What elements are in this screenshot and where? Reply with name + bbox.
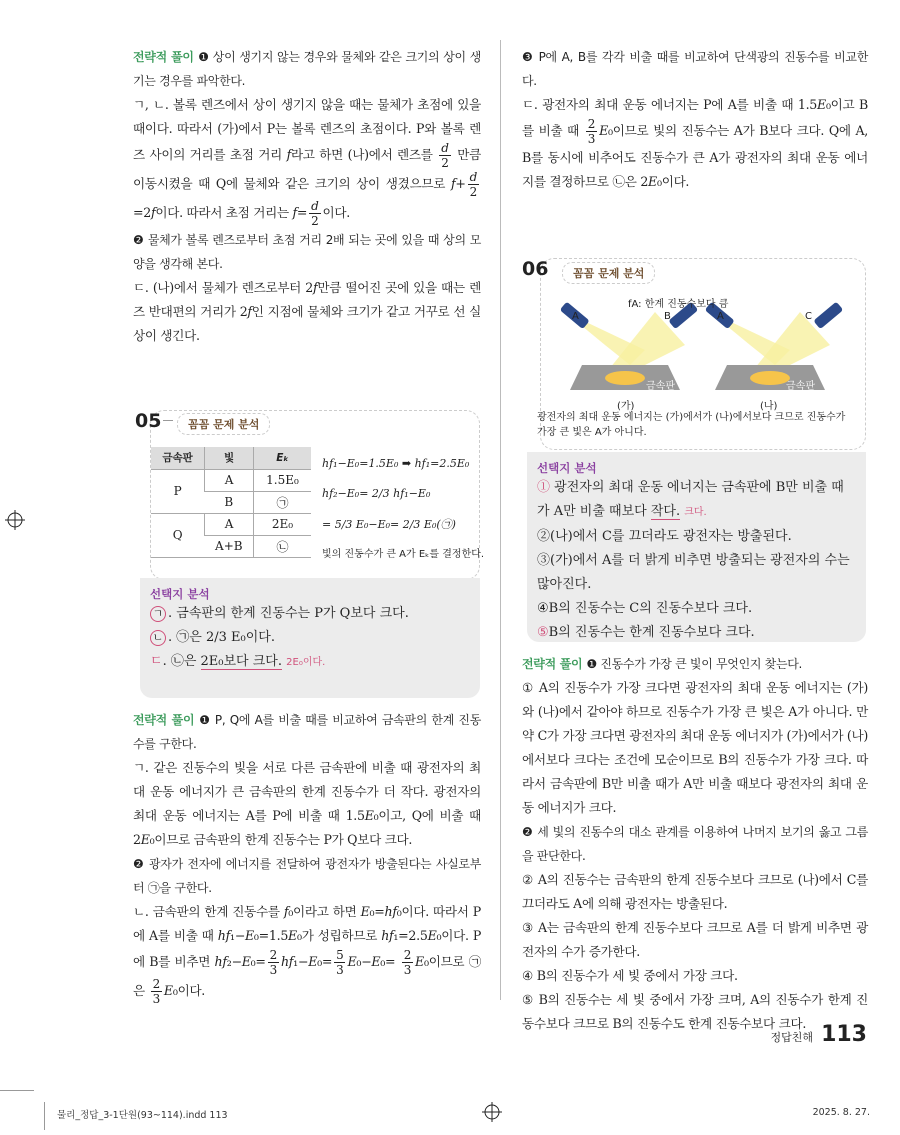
choice-mark: ② (537, 529, 551, 544)
text: ㄷ. (나)에서 물체가 렌즈로부터 2 (133, 280, 314, 295)
annotation: 빛의 진동수가 큰 A가 Eₖ를 결정한다. (322, 549, 485, 560)
fraction (402, 948, 413, 977)
frac-part: 3 (152, 992, 160, 1006)
text: ₀이다. (656, 174, 690, 189)
math-var: f (313, 280, 318, 295)
text: ₀이므로 ㉠은 (133, 954, 481, 998)
math-var: E (347, 954, 357, 969)
math-var: E (245, 928, 254, 943)
fraction (151, 977, 162, 1006)
question-number: 05 (135, 410, 162, 432)
text: ⑤ B의 진동수는 세 빛 중에서 가장 크며, A의 진동수가 한계 진동수보다 크므로 B의 진동수도 한계 진동수보다 크다. (522, 992, 868, 1031)
choice (150, 602, 470, 626)
math-var: E (288, 928, 297, 943)
paragraph (522, 916, 868, 964)
frac-part: 2 (311, 214, 319, 228)
left-solution-1 (133, 45, 481, 348)
text: 만큼 이동시켰을 때 Q에 물체와 같은 크기의 상이 생겼으므로 (133, 147, 481, 191)
paragraph (522, 45, 868, 93)
text: ㄱ. 같은 진동수의 빛을 서로 다른 금속판에 비출 때 광전자의 최대 운동 에너지가 큰 금속판의 한계 진동수가 더 작다. 광전자의 최대 운동 에너지는 A를 P에 비출 때 1.5 (133, 760, 481, 823)
paragraph (522, 652, 868, 676)
flashlight-icon (813, 302, 843, 330)
td: 2E₀ (253, 513, 311, 535)
frac-part: 2 (469, 185, 477, 199)
frac-part: 3 (587, 132, 596, 146)
text: =2 (133, 205, 151, 220)
right-solution-1 (522, 45, 868, 194)
frac-part: d (441, 141, 449, 155)
text: ₀= (369, 904, 385, 919)
math-var: f (247, 304, 252, 319)
th: 금속판 (151, 447, 205, 469)
arrow-line (163, 420, 173, 421)
text: 이다. (322, 205, 350, 220)
text: ₁− (229, 928, 245, 943)
rich (133, 708, 481, 1006)
annotation: hf₁−E₀=1.5E₀ ➡ hf₁=2.5E₀ (322, 457, 470, 470)
td: ㉡ (253, 535, 311, 557)
fraction (268, 948, 279, 977)
fig-label: C (805, 311, 812, 322)
math-var: E (360, 904, 370, 919)
text: ₀이고 B를 비출 때 (522, 97, 868, 138)
crop-mark (44, 1102, 45, 1130)
choice (150, 626, 470, 650)
text: 라고 하면 (나)에서 렌즈를 (290, 147, 438, 162)
fig-label: A (717, 311, 724, 322)
registration-mark-icon (5, 510, 25, 530)
math-var: E (415, 954, 424, 969)
text: ① A의 진동수가 가장 크다면 광전자의 최대 운동 에너지는 (가)와 (나)에서 같아야 하므로 진동수가 가장 큰 빛은 A가 아니다. 만약 C가 가장 크다면 광전자의 최대 운동 에너지가 (가)에서가 (나)에서보다 크다는 조건에 모순이므로 B의 진동수가 가장 크다. 따라서 금속판에 B만 비출 때가 A만 비출 때보다 광전자의 최대 운동 에너지가 크다. (522, 680, 868, 815)
choice (537, 549, 856, 597)
math-var: E (241, 954, 251, 969)
text: ₀이다. 따라서 P에 A를 비출 때 (133, 904, 481, 943)
frac-part: 2 (441, 156, 449, 170)
figure-note: fA: 한계 진동수보다 큼 (628, 299, 729, 310)
math-var: hf (384, 904, 397, 919)
paragraph (133, 708, 481, 756)
analysis-tag: 꼼꼼 문제 분석 (177, 413, 270, 435)
td: Q (151, 513, 205, 557)
strategy-label: 전략적 풀이 (522, 657, 583, 671)
choice-text: (가)에서 A를 더 밝게 비추면 방출되는 광전자의 수는 많아진다. (537, 553, 850, 592)
paragraph (133, 852, 481, 900)
choice (537, 621, 856, 645)
text: ₀가 성립하므로 (296, 928, 382, 943)
math-var: E (427, 928, 437, 943)
text: ₂− (226, 954, 242, 969)
choice (537, 597, 856, 621)
text: ₁− (293, 954, 309, 969)
fraction (334, 948, 345, 977)
step-heading: ❶ P, Q에 A를 비출 때를 비교하여 금속판의 한계 진동수를 구한다. (133, 713, 481, 751)
th: 빛 (205, 447, 254, 469)
fraction (586, 117, 597, 146)
rich (522, 45, 868, 194)
text: ₀이고, Q에 비출 때 2 (133, 808, 481, 847)
step-heading: ❷ 세 빛의 진동수의 대소 관계를 이용하여 나머지 보기의 옳고 그름을 판단한다. (522, 825, 868, 863)
td: P (151, 469, 205, 513)
paragraph (522, 93, 868, 194)
strategy-label: 전략적 풀이 (133, 713, 195, 727)
text: ₀= (250, 954, 266, 969)
text: ₀이다. (172, 983, 206, 998)
step-heading: ❷ 물체가 볼록 렌즈로부터 초점 거리 2배 되는 곳에 있을 때 상의 모양을 생각해 본다. (133, 233, 481, 271)
left-solution-2 (133, 708, 481, 1006)
math-var: f (150, 205, 156, 220)
correction-note: 크다. (684, 507, 707, 518)
choice-text: . ㉠은 2/3 E₀이다. (168, 630, 275, 645)
q06-choices (527, 452, 866, 642)
math-var: E (817, 97, 826, 112)
step-heading: ❶ 진동수가 가장 큰 빛이 무엇인지 찾는다. (586, 657, 803, 671)
frac-part: 3 (336, 963, 344, 977)
math-var: f (286, 147, 291, 162)
math-var: E (308, 954, 318, 969)
td: 1.5E₀ (253, 469, 311, 491)
choice-text: . ㉡은 (162, 654, 201, 669)
td: A+B (205, 535, 254, 557)
underlined-text: 작다. (650, 504, 681, 519)
crop-mark (0, 1090, 34, 1091)
math-var: E (140, 832, 150, 847)
paragraph (133, 276, 481, 348)
strategy-label: 전략적 풀이 (133, 50, 194, 64)
text: ㄱ, ㄴ. 볼록 렌즈에서 상이 생기지 않을 때는 물체가 초점에 있을 때이다. 따라서 (가)에서 P는 볼록 렌즈의 초점이다. P와 볼록 렌즈 사이의 거리를 초점 거리 (133, 97, 481, 162)
math-var: f (450, 176, 456, 191)
choice-text: . 금속판의 한계 진동수는 P가 Q보다 크다. (168, 606, 409, 621)
text: ③ A는 금속판의 한계 진동수보다 크므로 A를 더 밝게 비추면 광전자의 수가 증가한다. (522, 920, 868, 959)
fig-label: A (572, 311, 579, 322)
page-label: 정답친해 (770, 1031, 814, 1044)
td: ㉠ (253, 491, 311, 513)
choice-text: B의 진동수는 한계 진동수보다 크다. (548, 625, 755, 640)
page-num: 113 (821, 1022, 867, 1047)
paragraph (522, 676, 868, 820)
figure-ga (560, 302, 699, 390)
step-heading: ❶ 상이 생기지 않는 경우와 물체와 같은 크기의 상이 생기는 경우를 파악한다. (133, 50, 481, 88)
paragraph (133, 45, 481, 93)
choice-text: B의 진동수는 C의 진동수보다 크다. (548, 601, 753, 616)
frac-part: 2 (152, 977, 160, 991)
annotation: hf₂−E₀= 2/3 hf₁−E₀ (322, 487, 431, 500)
q05-choices (140, 578, 480, 698)
choice-mark: ③ (537, 553, 551, 568)
math-var: E (163, 983, 173, 998)
footer-date: 2025. 8. 27. (812, 1107, 870, 1118)
wrong-mark-icon: ① (537, 480, 551, 495)
rich (133, 45, 481, 348)
paragraph (133, 228, 481, 276)
frac-part: 3 (403, 963, 412, 977)
text: ₁=2.5 (393, 928, 428, 943)
paragraph (522, 820, 868, 868)
math-var: E (371, 954, 381, 969)
frac-part: 2 (587, 117, 596, 131)
math-var: hf (214, 954, 227, 969)
choice-text: 광전자의 최대 운동 에너지는 금속판에 B만 비출 때가 A만 비출 때보다 (537, 480, 844, 519)
frac-part: d (311, 199, 319, 213)
math-var: hf (217, 928, 230, 943)
paragraph (133, 93, 481, 228)
text: ㄷ. 광전자의 최대 운동 에너지는 P에 A를 비출 때 1.5 (522, 97, 818, 112)
fraction (468, 170, 479, 199)
fig-label: B (664, 311, 671, 322)
column-divider (500, 40, 501, 1000)
choice (150, 650, 470, 675)
text: = (296, 205, 308, 220)
frac-part: 2 (269, 948, 277, 962)
text: ₀이다. P에 B를 비추면 (133, 928, 481, 969)
footer-file: 물리_정답_3-1단원(93~114).indd 113 (57, 1110, 228, 1121)
choices-title: 선택지 분석 (537, 461, 597, 475)
figure-caption: 광전자의 최대 운동 에너지는 (가)에서가 (나)에서보다 크므로 진동수가 가장 큰 빛은 A가 아니다. (537, 412, 846, 438)
choices-title: 선택지 분석 (150, 587, 210, 601)
math-var: E (648, 174, 657, 189)
paragraph (522, 868, 868, 916)
text: ₀− (356, 954, 372, 969)
text: 만큼 떨어진 곳에 있을 때는 렌즈 반대편의 거리가 2 (133, 280, 482, 319)
wrong-mark-icon: ㄷ (150, 654, 163, 669)
choice (537, 525, 856, 549)
correction-note: 2E₀이다. (286, 657, 326, 668)
text: ④ B의 진동수가 세 빛 중에서 가장 크다. (522, 968, 738, 983)
frac-part: 3 (269, 963, 277, 977)
math-var: E (599, 123, 608, 138)
registration-mark-icon (482, 1102, 502, 1122)
text: 인 지점에 물체와 크기가 같고 거꾸로 선 실상이 생긴다. (133, 304, 481, 343)
annotation: = 5/3 E₀−E₀= 2/3 E₀(㉠) (322, 518, 456, 531)
td: B (205, 491, 254, 513)
fraction (309, 199, 320, 228)
text: 이다. 따라서 초점 거리는 (155, 205, 293, 220)
text: ₀이므로 금속판의 한계 진동수는 P가 Q보다 크다. (149, 832, 413, 847)
fig-label: (나) (760, 401, 778, 412)
step-heading: ❷ 광자가 전자에 에너지를 전달하여 광전자가 방출된다는 사실로부터 ㉠을 구한다. (133, 857, 481, 895)
fig-label: 금속판 (786, 381, 815, 392)
paragraph (522, 964, 868, 988)
underlined-text: 2E₀보다 크다. (200, 654, 283, 669)
step-heading: ❸ P에 A, B를 각각 비출 때를 비교하여 단색광의 진동수를 비교한다. (522, 50, 868, 88)
figure-na (705, 302, 844, 390)
analysis-tag: 꼼꼼 문제 분석 (562, 262, 655, 284)
frac-part: d (469, 170, 477, 184)
frac-part: 5 (336, 948, 344, 962)
paragraph (133, 756, 481, 852)
choice-mark: ④ (537, 601, 549, 616)
text: + (455, 176, 466, 191)
text: ₀= (317, 954, 333, 969)
td: A (205, 469, 254, 491)
choice-text: (나)에서 C를 끄더라도 광전자는 방출된다. (550, 529, 792, 544)
text: ₀이라고 하면 (288, 904, 361, 919)
correct-answer-mark: ⑤ (537, 625, 549, 640)
fraction (439, 141, 450, 170)
question-number: 06 (522, 258, 549, 280)
text: ₀= (380, 954, 400, 969)
math-var: hf (280, 954, 294, 969)
text: ㄴ. 금속판의 한계 진동수를 (133, 904, 284, 919)
text: ② A의 진동수는 금속판의 한계 진동수보다 크므로 (나)에서 C를 끄더라도 A에 의해 광전자는 방출된다. (522, 872, 868, 911)
text: ₀=1.5 (253, 928, 289, 943)
math-var: E (364, 808, 374, 823)
math-var: hf (381, 928, 394, 943)
math-var: f (292, 205, 297, 220)
choice (537, 476, 856, 525)
q05-table (151, 447, 311, 558)
correct-mark-icon: ㄱ (150, 606, 166, 622)
fig-label: 금속판 (646, 381, 675, 392)
th: Eₖ (253, 447, 311, 469)
fig-label: (가) (617, 401, 635, 412)
text: ₀이므로 빛의 진동수는 A가 B보다 크다. Q에 A, B를 동시에 비추어도 진동수가 큰 A가 광전자의 최대 운동 에너지를 결정하므로 ㉡은 2 (522, 123, 868, 189)
math-var: f (283, 904, 289, 919)
page-number (771, 1022, 867, 1047)
correct-mark-icon: ㄴ (150, 630, 166, 646)
paragraph (133, 900, 481, 1006)
td: A (205, 513, 254, 535)
rich (522, 652, 868, 1036)
right-solution-2 (522, 652, 868, 1036)
frac-part: 2 (403, 948, 412, 962)
